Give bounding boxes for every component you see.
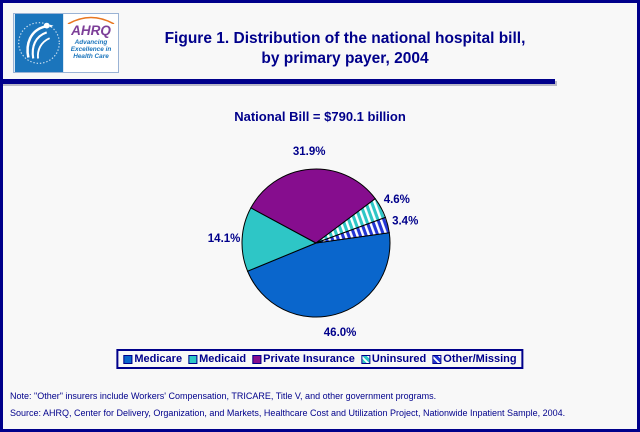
source-text: Source: AHRQ, Center for Delivery, Organization, and Markets, Healthcare Cost and Utilization Project, Nationwide Inpatient Sample, 2004.: [10, 408, 566, 418]
pie-value-label-medicaid: 14.1%: [207, 233, 241, 246]
ahrq-wordmark: [64, 14, 118, 72]
legend-swatch-medicare: [123, 355, 132, 364]
pie-chart: [186, 138, 446, 350]
ahrq-acronym: AHRQ: [71, 23, 111, 38]
legend-swatch-other-missing: [432, 355, 441, 364]
legend-item-other-missing: [432, 353, 516, 365]
pie-value-label-private-insurance: 31.9%: [292, 146, 326, 159]
legend-swatch-private-insurance: [252, 355, 261, 364]
footnotes: [10, 388, 632, 422]
hhs-seal-icon: [14, 14, 64, 72]
figure-title-line2: by primary payer, 2004: [261, 50, 429, 67]
legend-item-medicare: [123, 353, 182, 365]
pie-value-label-medicare: 46.0%: [323, 326, 357, 339]
legend-label-medicare: Medicare: [134, 353, 183, 365]
figure-title: [130, 29, 560, 69]
note-text: Note: "Other" insurers include Workers' Compensation, TRICARE, Title V, and other government programs.: [10, 391, 437, 401]
chart-title: National Bill = $790.1 billion: [234, 109, 406, 124]
pie-value-label-uninsured: 4.6%: [383, 194, 410, 207]
ahrq-logo: [13, 13, 119, 73]
pie-value-label-other-missing: 3.4%: [392, 215, 419, 228]
title-divider-rule: [0, 79, 555, 84]
legend-swatch-medicaid: [188, 355, 197, 364]
legend-label-other-missing: Other/Missing: [443, 353, 517, 365]
legend-item-uninsured: [361, 353, 426, 365]
legend-item-medicaid: [188, 353, 246, 365]
legend-swatch-uninsured: [361, 355, 370, 364]
legend-label-medicaid: Medicaid: [199, 353, 247, 365]
legend-item-private-insurance: [252, 353, 355, 365]
figure-title-line1: Figure 1. Distribution of the national hospital bill,: [164, 30, 526, 47]
ahrq-tagline: Advancing Excellence in Health Care: [70, 39, 112, 61]
legend-label-uninsured: Uninsured: [371, 353, 427, 365]
legend-label-private-insurance: Private Insurance: [263, 353, 355, 365]
legend: [116, 349, 523, 369]
